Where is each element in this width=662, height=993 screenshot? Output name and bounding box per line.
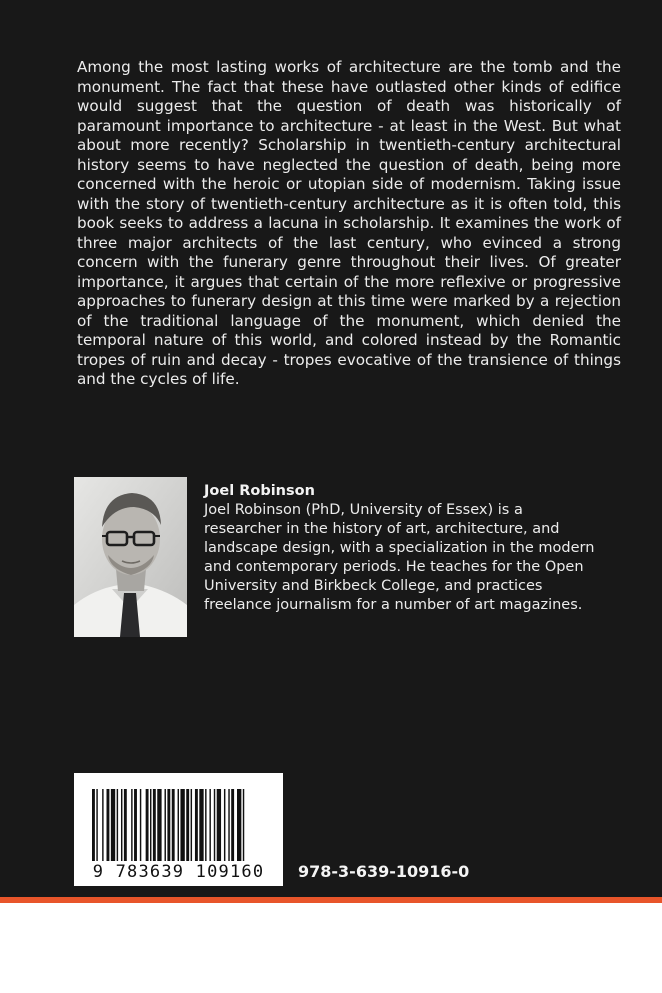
- barcode-bar: [117, 789, 118, 865]
- barcode-bar: [157, 789, 161, 865]
- barcode-bar: [195, 789, 198, 865]
- barcode-bar: [134, 789, 137, 865]
- barcode-bar: [178, 789, 179, 865]
- barcode-bar: [111, 789, 115, 865]
- barcode-bar: [102, 789, 103, 865]
- barcode-bar: [140, 789, 141, 865]
- barcode: [74, 773, 283, 886]
- barcode-bar: [214, 789, 215, 865]
- barcode-bar: [165, 789, 166, 865]
- barcode-bar: [124, 789, 127, 865]
- barcode-bar: [180, 789, 184, 865]
- barcode-bar: [237, 789, 241, 865]
- barcode-bar: [224, 789, 225, 865]
- barcode-bar: [131, 789, 132, 865]
- barcode-bar: [150, 789, 151, 865]
- author-portrait-image: [74, 477, 187, 637]
- barcode-bar: [228, 789, 229, 865]
- barcode-bar: [107, 789, 110, 865]
- author-bio: Joel Robinson (PhD, University of Essex) is a researcher in the history of art, architecture, and landscape design, with a specialization in the modern and contemporary periods. He teaches for the Open University and Birkbeck College, and practices freelance journalism for a number of art magazines.: [204, 502, 595, 613]
- barcode-bar: [121, 789, 122, 865]
- author-name: Joel Robinson: [204, 483, 315, 499]
- isbn-number: 978-3-639-10916-0: [298, 862, 470, 881]
- barcode-bar: [186, 789, 189, 865]
- barcode-bar: [199, 789, 203, 865]
- barcode-bar: [209, 789, 210, 865]
- barcode-bar: [191, 789, 192, 865]
- barcode-bar: [153, 789, 156, 865]
- barcode-digits: 9 783639 109160: [74, 861, 283, 883]
- barcode-bar: [146, 789, 149, 865]
- accent-stripe: [0, 897, 662, 903]
- barcode-bar: [231, 789, 234, 865]
- book-description: Among the most lasting works of architecture are the tomb and the monument. The fact that these have outlasted other kinds of edifice would suggest that the question of death was historically of paramount importance to architecture - at least in the West. But what about more recently? Scholarship in twentieth-century architectural history seems to have neglected the question of death, being more concerned with the heroic or utopian side of modernism. Taking issue with the story of twentieth-century architecture as it is often told, this book seeks to address a lacuna in scholarship. It examines the work of three major architects of the last century, who evinced a strong concern with the funerary genre throughout their lives. Of greater importance, it argues that certain of the more reflexive or progressive approaches to funerary design at this time were marked by a rejection of the traditional language of the monument, which denied the temporal nature of this world, and colored instead by the Romantic tropes of ruin and decay - tropes evocative of the transience of things and the cycles of life.: [77, 58, 621, 388]
- author-photo: [74, 477, 187, 637]
- barcode-bar: [205, 789, 206, 865]
- barcode-bar: [217, 789, 221, 865]
